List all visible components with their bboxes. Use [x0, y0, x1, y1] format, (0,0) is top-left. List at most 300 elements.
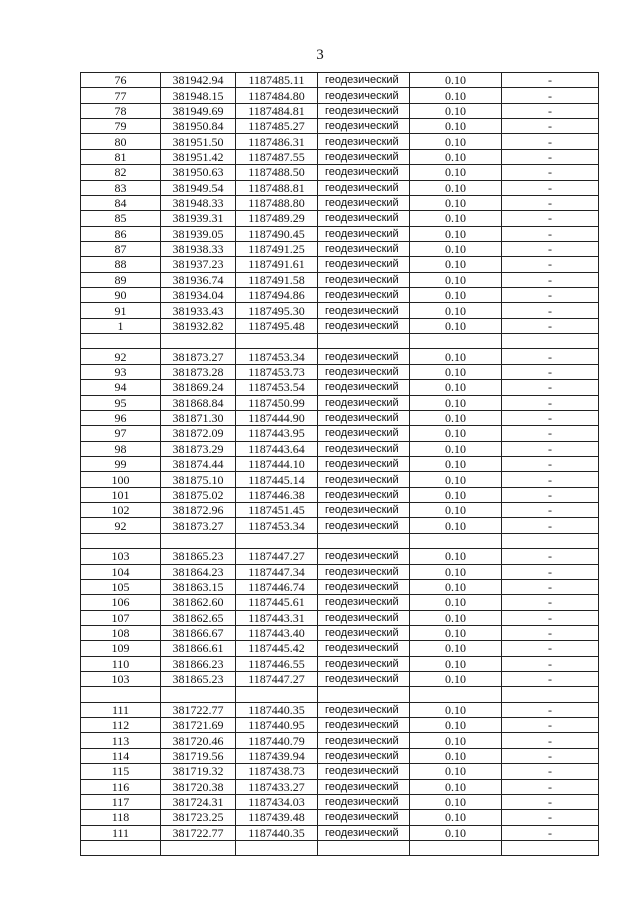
- note-cell: -: [502, 395, 599, 410]
- table-row: [81, 441, 599, 456]
- table-row: [81, 549, 599, 564]
- x-coordinate-cell: 381932.82: [161, 318, 236, 333]
- table-row: [81, 119, 599, 134]
- x-coordinate-cell: 381873.27: [161, 349, 236, 364]
- accuracy-cell: 0.10: [410, 73, 502, 88]
- point-number-cell: 104: [81, 564, 161, 579]
- separator-row: [81, 334, 599, 349]
- method-cell: геодезический: [318, 794, 410, 809]
- method-cell: геодезический: [318, 564, 410, 579]
- method-cell: геодезический: [318, 456, 410, 471]
- y-coordinate-cell: 1187489.29: [236, 211, 318, 226]
- method-cell: геодезический: [318, 718, 410, 733]
- accuracy-cell: 0.10: [410, 656, 502, 671]
- method-cell: геодезический: [318, 149, 410, 164]
- y-coordinate-cell: 1187446.55: [236, 656, 318, 671]
- x-coordinate-cell: 381874.44: [161, 456, 236, 471]
- separator-row: [81, 840, 599, 855]
- point-number-cell: 105: [81, 579, 161, 594]
- method-cell: геодезический: [318, 748, 410, 763]
- accuracy-cell: 0.10: [410, 88, 502, 103]
- y-coordinate-cell: [236, 687, 318, 702]
- accuracy-cell: 0.10: [410, 641, 502, 656]
- y-coordinate-cell: 1187439.48: [236, 810, 318, 825]
- y-coordinate-cell: 1187484.80: [236, 88, 318, 103]
- point-number-cell: 118: [81, 810, 161, 825]
- table-row: [81, 410, 599, 425]
- accuracy-cell: 0.10: [410, 119, 502, 134]
- accuracy-cell: 0.10: [410, 487, 502, 502]
- point-number-cell: 101: [81, 487, 161, 502]
- method-cell: геодезический: [318, 226, 410, 241]
- method-cell: геодезический: [318, 625, 410, 640]
- accuracy-cell: 0.10: [410, 718, 502, 733]
- table-row: [81, 195, 599, 210]
- table-row: [81, 364, 599, 379]
- x-coordinate-cell: 381871.30: [161, 410, 236, 425]
- point-number-cell: 111: [81, 702, 161, 717]
- x-coordinate-cell: 381724.31: [161, 794, 236, 809]
- table-row: [81, 702, 599, 717]
- method-cell: геодезический: [318, 134, 410, 149]
- point-number-cell: 90: [81, 288, 161, 303]
- method-cell: геодезический: [318, 641, 410, 656]
- method-cell: геодезический: [318, 395, 410, 410]
- accuracy-cell: 0.10: [410, 257, 502, 272]
- point-number-cell: [81, 840, 161, 855]
- y-coordinate-cell: 1187434.03: [236, 794, 318, 809]
- point-number-cell: 92: [81, 518, 161, 533]
- accuracy-cell: 0.10: [410, 564, 502, 579]
- note-cell: -: [502, 456, 599, 471]
- accuracy-cell: 0.10: [410, 349, 502, 364]
- x-coordinate-cell: 381873.27: [161, 518, 236, 533]
- point-number-cell: 117: [81, 794, 161, 809]
- accuracy-cell: 0.10: [410, 380, 502, 395]
- method-cell: геодезический: [318, 410, 410, 425]
- y-coordinate-cell: 1187447.27: [236, 549, 318, 564]
- x-coordinate-cell: [161, 533, 236, 548]
- note-cell: -: [502, 134, 599, 149]
- y-coordinate-cell: 1187438.73: [236, 764, 318, 779]
- y-coordinate-cell: 1187494.86: [236, 288, 318, 303]
- x-coordinate-cell: 381868.84: [161, 395, 236, 410]
- table-row: [81, 103, 599, 118]
- table-row: [81, 318, 599, 333]
- method-cell: геодезический: [318, 272, 410, 287]
- separator-row: [81, 533, 599, 548]
- point-number-cell: 86: [81, 226, 161, 241]
- point-number-cell: [81, 533, 161, 548]
- method-cell: геодезический: [318, 88, 410, 103]
- method-cell: геодезический: [318, 180, 410, 195]
- method-cell: геодезический: [318, 702, 410, 717]
- method-cell: [318, 687, 410, 702]
- note-cell: -: [502, 119, 599, 134]
- table-row: [81, 518, 599, 533]
- y-coordinate-cell: 1187443.64: [236, 441, 318, 456]
- method-cell: геодезический: [318, 195, 410, 210]
- table-row: [81, 672, 599, 687]
- accuracy-cell: 0.10: [410, 733, 502, 748]
- note-cell: -: [502, 487, 599, 502]
- table-row: [81, 257, 599, 272]
- y-coordinate-cell: 1187447.34: [236, 564, 318, 579]
- x-coordinate-cell: 381872.09: [161, 426, 236, 441]
- method-cell: геодезический: [318, 549, 410, 564]
- x-coordinate-cell: 381864.23: [161, 564, 236, 579]
- table-row: [81, 503, 599, 518]
- method-cell: геодезический: [318, 764, 410, 779]
- table-row: [81, 226, 599, 241]
- note-cell: -: [502, 794, 599, 809]
- note-cell: -: [502, 625, 599, 640]
- note-cell: -: [502, 73, 599, 88]
- accuracy-cell: 0.10: [410, 426, 502, 441]
- note-cell: -: [502, 380, 599, 395]
- point-number-cell: [81, 334, 161, 349]
- method-cell: геодезический: [318, 165, 410, 180]
- method-cell: геодезический: [318, 733, 410, 748]
- table-row: [81, 380, 599, 395]
- method-cell: геодезический: [318, 318, 410, 333]
- table-row: [81, 272, 599, 287]
- table-row: [81, 610, 599, 625]
- note-cell: -: [502, 303, 599, 318]
- accuracy-cell: 0.10: [410, 549, 502, 564]
- y-coordinate-cell: 1187446.38: [236, 487, 318, 502]
- y-coordinate-cell: 1187487.55: [236, 149, 318, 164]
- point-number-cell: 100: [81, 472, 161, 487]
- y-coordinate-cell: [236, 334, 318, 349]
- y-coordinate-cell: 1187485.11: [236, 73, 318, 88]
- x-coordinate-cell: 381934.04: [161, 288, 236, 303]
- x-coordinate-cell: 381950.84: [161, 119, 236, 134]
- note-cell: -: [502, 810, 599, 825]
- y-coordinate-cell: 1187495.30: [236, 303, 318, 318]
- point-number-cell: 103: [81, 549, 161, 564]
- coordinates-table-body: [81, 73, 599, 856]
- accuracy-cell: 0.10: [410, 825, 502, 840]
- y-coordinate-cell: 1187484.81: [236, 103, 318, 118]
- point-number-cell: 94: [81, 380, 161, 395]
- x-coordinate-cell: 381950.63: [161, 165, 236, 180]
- x-coordinate-cell: 381721.69: [161, 718, 236, 733]
- note-cell: -: [502, 549, 599, 564]
- note-cell: -: [502, 518, 599, 533]
- table-row: [81, 656, 599, 671]
- y-coordinate-cell: 1187495.48: [236, 318, 318, 333]
- x-coordinate-cell: 381722.77: [161, 825, 236, 840]
- x-coordinate-cell: 381863.15: [161, 579, 236, 594]
- y-coordinate-cell: 1187453.34: [236, 518, 318, 533]
- point-number-cell: 95: [81, 395, 161, 410]
- table-row: [81, 134, 599, 149]
- accuracy-cell: 0.10: [410, 579, 502, 594]
- x-coordinate-cell: 381873.28: [161, 364, 236, 379]
- x-coordinate-cell: 381873.29: [161, 441, 236, 456]
- x-coordinate-cell: 381865.23: [161, 549, 236, 564]
- x-coordinate-cell: [161, 840, 236, 855]
- method-cell: геодезический: [318, 656, 410, 671]
- point-number-cell: 97: [81, 426, 161, 441]
- point-number-cell: 96: [81, 410, 161, 425]
- point-number-cell: 80: [81, 134, 161, 149]
- point-number-cell: 113: [81, 733, 161, 748]
- note-cell: -: [502, 564, 599, 579]
- y-coordinate-cell: 1187490.45: [236, 226, 318, 241]
- method-cell: геодезический: [318, 426, 410, 441]
- table-row: [81, 73, 599, 88]
- accuracy-cell: 0.10: [410, 226, 502, 241]
- y-coordinate-cell: 1187445.14: [236, 472, 318, 487]
- accuracy-cell: 0.10: [410, 303, 502, 318]
- note-cell: -: [502, 318, 599, 333]
- note-cell: -: [502, 257, 599, 272]
- separator-row: [81, 687, 599, 702]
- table-row: [81, 88, 599, 103]
- note-cell: -: [502, 426, 599, 441]
- note-cell: -: [502, 702, 599, 717]
- method-cell: геодезический: [318, 211, 410, 226]
- table-row: [81, 349, 599, 364]
- table-row: [81, 764, 599, 779]
- point-number-cell: 112: [81, 718, 161, 733]
- y-coordinate-cell: 1187439.94: [236, 748, 318, 763]
- accuracy-cell: 0.10: [410, 364, 502, 379]
- x-coordinate-cell: 381933.43: [161, 303, 236, 318]
- x-coordinate-cell: 381942.94: [161, 73, 236, 88]
- y-coordinate-cell: 1187445.42: [236, 641, 318, 656]
- table-row: [81, 288, 599, 303]
- table-row: [81, 810, 599, 825]
- note-cell: -: [502, 672, 599, 687]
- accuracy-cell: 0.10: [410, 779, 502, 794]
- table-row: [81, 779, 599, 794]
- method-cell: геодезический: [318, 810, 410, 825]
- table-row: [81, 165, 599, 180]
- method-cell: геодезический: [318, 288, 410, 303]
- note-cell: [502, 687, 599, 702]
- note-cell: -: [502, 211, 599, 226]
- x-coordinate-cell: [161, 687, 236, 702]
- x-coordinate-cell: 381869.24: [161, 380, 236, 395]
- accuracy-cell: 0.10: [410, 134, 502, 149]
- point-number-cell: 77: [81, 88, 161, 103]
- note-cell: [502, 533, 599, 548]
- note-cell: -: [502, 195, 599, 210]
- x-coordinate-cell: 381939.31: [161, 211, 236, 226]
- y-coordinate-cell: 1187450.99: [236, 395, 318, 410]
- y-coordinate-cell: 1187440.35: [236, 702, 318, 717]
- x-coordinate-cell: 381720.38: [161, 779, 236, 794]
- x-coordinate-cell: 381949.54: [161, 180, 236, 195]
- method-cell: геодезический: [318, 303, 410, 318]
- x-coordinate-cell: 381720.46: [161, 733, 236, 748]
- coordinates-table: [80, 72, 599, 856]
- note-cell: -: [502, 503, 599, 518]
- y-coordinate-cell: 1187491.61: [236, 257, 318, 272]
- note-cell: -: [502, 288, 599, 303]
- y-coordinate-cell: 1187491.58: [236, 272, 318, 287]
- method-cell: геодезический: [318, 364, 410, 379]
- x-coordinate-cell: 381719.32: [161, 764, 236, 779]
- x-coordinate-cell: 381866.61: [161, 641, 236, 656]
- x-coordinate-cell: 381936.74: [161, 272, 236, 287]
- x-coordinate-cell: 381862.60: [161, 595, 236, 610]
- note-cell: -: [502, 764, 599, 779]
- method-cell: геодезический: [318, 349, 410, 364]
- table-row: [81, 579, 599, 594]
- table-row: [81, 303, 599, 318]
- method-cell: [318, 334, 410, 349]
- accuracy-cell: 0.10: [410, 211, 502, 226]
- table-row: [81, 149, 599, 164]
- point-number-cell: 111: [81, 825, 161, 840]
- note-cell: -: [502, 825, 599, 840]
- point-number-cell: 87: [81, 241, 161, 256]
- point-number-cell: 102: [81, 503, 161, 518]
- note-cell: -: [502, 349, 599, 364]
- method-cell: геодезический: [318, 518, 410, 533]
- accuracy-cell: 0.10: [410, 180, 502, 195]
- method-cell: геодезический: [318, 441, 410, 456]
- accuracy-cell: 0.10: [410, 241, 502, 256]
- method-cell: геодезический: [318, 779, 410, 794]
- accuracy-cell: 0.10: [410, 702, 502, 717]
- table-row: [81, 748, 599, 763]
- table-row: [81, 241, 599, 256]
- accuracy-cell: [410, 687, 502, 702]
- y-coordinate-cell: 1187440.79: [236, 733, 318, 748]
- point-number-cell: 88: [81, 257, 161, 272]
- note-cell: -: [502, 149, 599, 164]
- table-row: [81, 180, 599, 195]
- accuracy-cell: 0.10: [410, 410, 502, 425]
- y-coordinate-cell: 1187443.95: [236, 426, 318, 441]
- accuracy-cell: 0.10: [410, 794, 502, 809]
- note-cell: -: [502, 180, 599, 195]
- note-cell: -: [502, 656, 599, 671]
- y-coordinate-cell: 1187488.50: [236, 165, 318, 180]
- accuracy-cell: 0.10: [410, 748, 502, 763]
- point-number-cell: 106: [81, 595, 161, 610]
- y-coordinate-cell: 1187491.25: [236, 241, 318, 256]
- y-coordinate-cell: 1187440.95: [236, 718, 318, 733]
- note-cell: -: [502, 733, 599, 748]
- y-coordinate-cell: 1187445.61: [236, 595, 318, 610]
- method-cell: геодезический: [318, 472, 410, 487]
- x-coordinate-cell: 381862.65: [161, 610, 236, 625]
- x-coordinate-cell: 381951.50: [161, 134, 236, 149]
- point-number-cell: 107: [81, 610, 161, 625]
- method-cell: геодезический: [318, 73, 410, 88]
- method-cell: геодезический: [318, 610, 410, 625]
- note-cell: -: [502, 779, 599, 794]
- y-coordinate-cell: 1187485.27: [236, 119, 318, 134]
- x-coordinate-cell: 381949.69: [161, 103, 236, 118]
- point-number-cell: 92: [81, 349, 161, 364]
- table-row: [81, 395, 599, 410]
- y-coordinate-cell: 1187488.80: [236, 195, 318, 210]
- page-number: 3: [316, 47, 324, 63]
- table-row: [81, 625, 599, 640]
- accuracy-cell: 0.10: [410, 165, 502, 180]
- method-cell: геодезический: [318, 257, 410, 272]
- note-cell: -: [502, 364, 599, 379]
- y-coordinate-cell: 1187440.35: [236, 825, 318, 840]
- accuracy-cell: 0.10: [410, 672, 502, 687]
- note-cell: -: [502, 610, 599, 625]
- y-coordinate-cell: 1187453.73: [236, 364, 318, 379]
- accuracy-cell: 0.10: [410, 288, 502, 303]
- note-cell: -: [502, 103, 599, 118]
- accuracy-cell: 0.10: [410, 610, 502, 625]
- accuracy-cell: [410, 533, 502, 548]
- accuracy-cell: [410, 334, 502, 349]
- note-cell: -: [502, 165, 599, 180]
- x-coordinate-cell: 381722.77: [161, 702, 236, 717]
- point-number-cell: 78: [81, 103, 161, 118]
- y-coordinate-cell: [236, 840, 318, 855]
- point-number-cell: 116: [81, 779, 161, 794]
- note-cell: -: [502, 579, 599, 594]
- accuracy-cell: [410, 840, 502, 855]
- x-coordinate-cell: 381937.23: [161, 257, 236, 272]
- table-row: [81, 564, 599, 579]
- note-cell: -: [502, 641, 599, 656]
- y-coordinate-cell: 1187433.27: [236, 779, 318, 794]
- x-coordinate-cell: 381872.96: [161, 503, 236, 518]
- accuracy-cell: 0.10: [410, 503, 502, 518]
- point-number-cell: 81: [81, 149, 161, 164]
- note-cell: -: [502, 748, 599, 763]
- accuracy-cell: 0.10: [410, 595, 502, 610]
- table-row: [81, 641, 599, 656]
- accuracy-cell: 0.10: [410, 810, 502, 825]
- method-cell: [318, 840, 410, 855]
- point-number-cell: 98: [81, 441, 161, 456]
- accuracy-cell: 0.10: [410, 149, 502, 164]
- y-coordinate-cell: 1187443.31: [236, 610, 318, 625]
- accuracy-cell: 0.10: [410, 103, 502, 118]
- y-coordinate-cell: 1187446.74: [236, 579, 318, 594]
- y-coordinate-cell: 1187453.34: [236, 349, 318, 364]
- accuracy-cell: 0.10: [410, 764, 502, 779]
- method-cell: геодезический: [318, 380, 410, 395]
- note-cell: -: [502, 595, 599, 610]
- accuracy-cell: 0.10: [410, 318, 502, 333]
- table-row: [81, 426, 599, 441]
- note-cell: [502, 840, 599, 855]
- x-coordinate-cell: 381719.56: [161, 748, 236, 763]
- x-coordinate-cell: 381723.25: [161, 810, 236, 825]
- x-coordinate-cell: [161, 334, 236, 349]
- point-number-cell: 79: [81, 119, 161, 134]
- accuracy-cell: 0.10: [410, 456, 502, 471]
- point-number-cell: [81, 687, 161, 702]
- point-number-cell: 115: [81, 764, 161, 779]
- accuracy-cell: 0.10: [410, 272, 502, 287]
- point-number-cell: 93: [81, 364, 161, 379]
- note-cell: [502, 334, 599, 349]
- note-cell: -: [502, 241, 599, 256]
- point-number-cell: 89: [81, 272, 161, 287]
- x-coordinate-cell: 381875.10: [161, 472, 236, 487]
- point-number-cell: 84: [81, 195, 161, 210]
- table-row: [81, 456, 599, 471]
- accuracy-cell: 0.10: [410, 395, 502, 410]
